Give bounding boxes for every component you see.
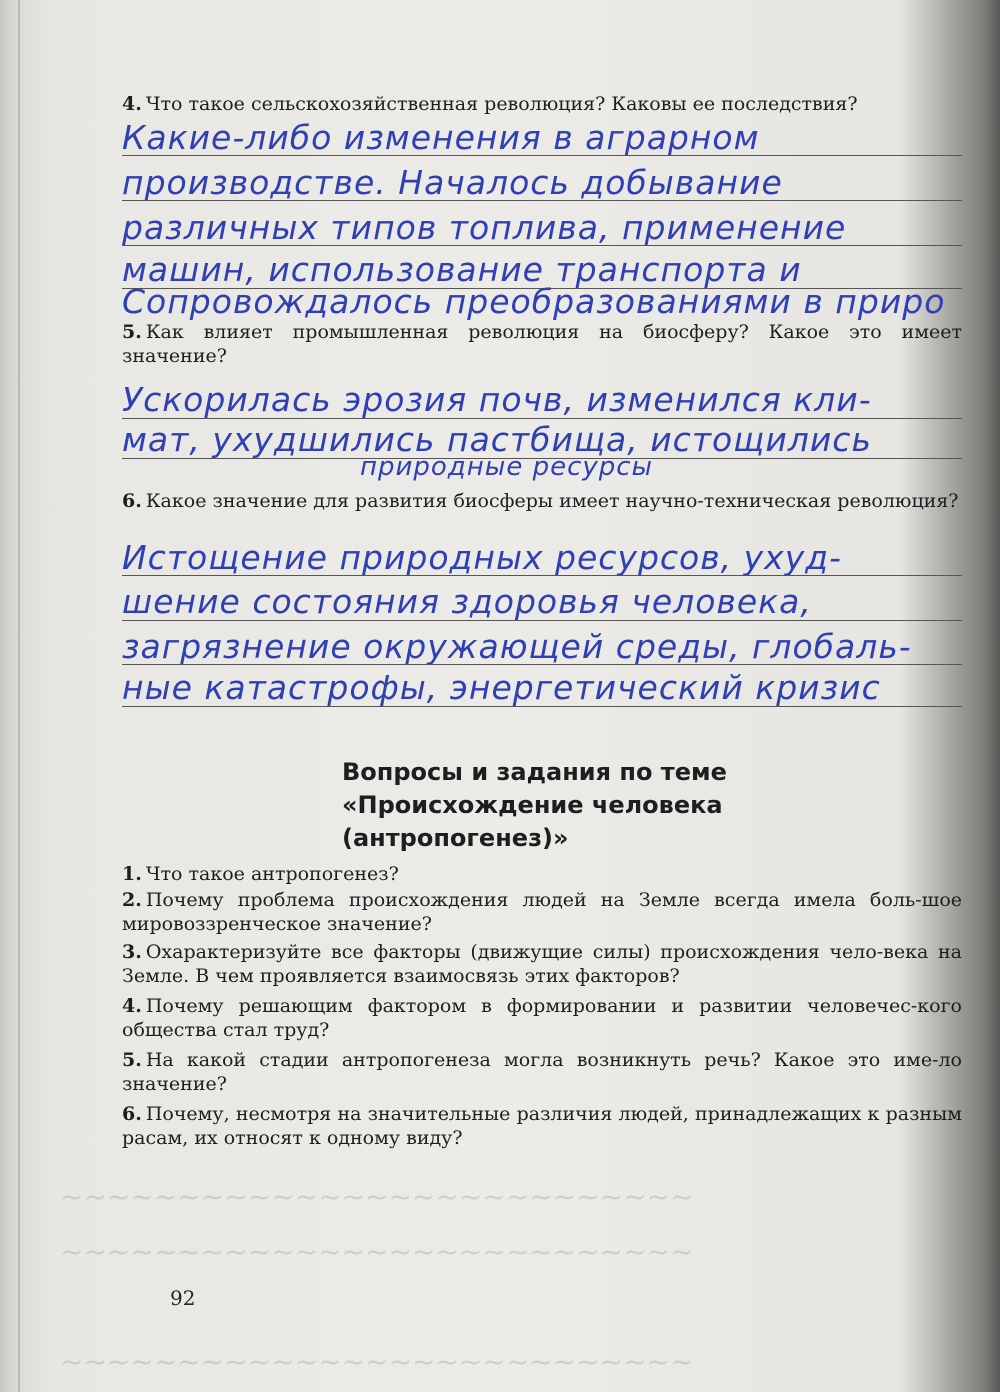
answer-rule	[122, 418, 962, 419]
question-6: 6. Какое значение для развития биосферы имеет научно-техническая революция?	[122, 490, 959, 512]
page-number: 92	[170, 1286, 196, 1310]
question-5: 5. Как влияет промышленная революция на биосферу? Какое это имеет значение?	[122, 321, 962, 367]
answer-rule	[122, 620, 962, 621]
answer-6-line-1: Истощение природных ресурсов, ухуд-	[122, 538, 842, 577]
answer-rule	[122, 155, 962, 156]
section-question-4: 4. Почему решающим фактором в формировании и развитии человечес-кого общества стал труд?	[122, 995, 962, 1041]
section-question-1: 1. Что такое антропогенез?	[122, 863, 399, 885]
answer-4-line-1: Какие-либо изменения в аграрном	[122, 118, 760, 157]
answer-4-line-4: машин, использование транспорта и	[122, 250, 802, 289]
answer-rule	[122, 245, 962, 246]
section-question-3: 3. Охарактеризуйте все факторы (движущие силы) происхождения чело-века на Земле. В чем проявляется взаимосвязь этих факторов?	[122, 941, 962, 987]
section-title: Вопросы и задания по теме «Происхождение человека (антропогенез)»	[342, 758, 727, 852]
question-4: 4. Что такое сельскохозяйственная революция? Каковы ее последствия?	[122, 93, 858, 115]
answer-6-line-2: шение состояния здоровья человека,	[122, 582, 812, 621]
answer-4-line-3: различных типов топлива, применение	[122, 208, 847, 247]
answer-6-line-3: загрязнение окружающей среды, глобаль-	[122, 627, 912, 666]
answer-rule	[122, 664, 962, 665]
answer-rule	[122, 706, 962, 707]
answer-rule	[122, 200, 962, 201]
section-question-5: 5. На какой стадии антропогенеза могла возникнуть речь? Какое это име-ло значение?	[122, 1049, 962, 1095]
page-binding-edge	[18, 0, 20, 1392]
answer-5-line-2: мат, ухудшились пастбища, истощились	[122, 420, 872, 459]
answer-rule	[122, 575, 962, 576]
answer-4-line-5: Сопровождалось преобразованиями в приро	[122, 282, 946, 321]
answer-5-line-1: Ускорилась эрозия почв, изменился кли-	[122, 380, 872, 419]
show-through-handwriting: ~~~~~~~~~~~~~~~~~~~~~~~~~~~	[60, 1235, 694, 1268]
answer-6-line-4: ные катастрофы, энергетический кризис	[122, 668, 881, 707]
show-through-handwriting: ~~~~~~~~~~~~~~~~~~~~~~~~~~~	[60, 1345, 694, 1378]
section-question-6: 6. Почему, несмотря на значительные различия людей, принадлежащих к разным расам, их относят к одному виду?	[122, 1103, 962, 1149]
section-question-2: 2. Почему проблема происхождения людей на Земле всегда имела боль-шое мировоззренческое значение?	[122, 889, 962, 935]
answer-5-line-3: природные ресурсы	[360, 452, 654, 482]
answer-4-line-2: производстве. Началось добывание	[122, 163, 783, 202]
show-through-handwriting: ~~~~~~~~~~~~~~~~~~~~~~~~~~~	[60, 1180, 694, 1213]
